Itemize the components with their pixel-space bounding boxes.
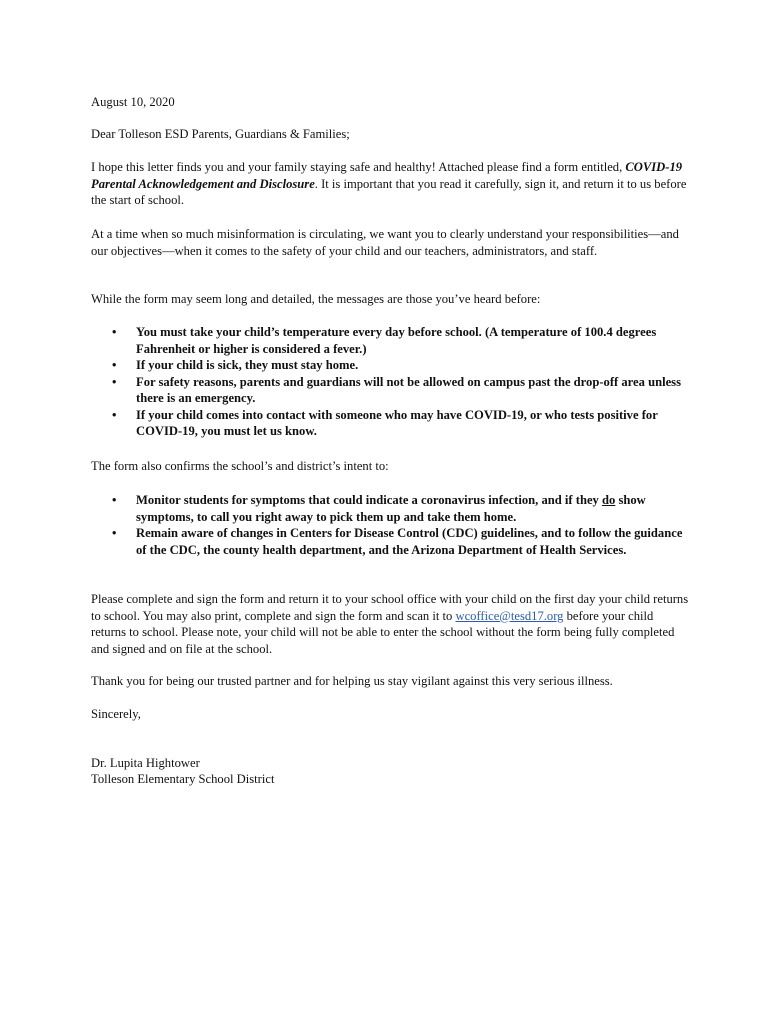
letter-greeting: Dear Tolleson ESD Parents, Guardians & Families; [91, 127, 350, 141]
bullet-icon: • [112, 374, 117, 389]
bullet-icon: • [112, 526, 117, 540]
list-item [91, 492, 691, 525]
list-item-text: You must take your child’s temperature every day before school. (A temperature of 100.4 degrees Fahrenheit or higher is considered a fever.) [136, 325, 657, 356]
list-item [91, 324, 691, 357]
list-item-text: If your child comes into contact with someone who may have COVID-19, or who tests positive for COVID-19, you must let us know. [136, 407, 658, 438]
misinformation-paragraph: At a time when so much misinformation is circulating, we want you to clearly understand your responsibilities—and our objectives—when it comes to the safety of your child and our teachers, administrators, and staff. [91, 227, 679, 258]
bullet-icon: • [112, 358, 117, 372]
list-item [91, 525, 691, 558]
closing: Sincerely, [91, 707, 141, 721]
list-item-text-continued: show symptoms, to call you right away to pick them up and take them home. [136, 493, 646, 524]
list-item-text: For safety reasons, parents and guardians will not be allowed on campus past the drop-off area unless there is an emergency. [136, 374, 681, 405]
intro-paragraph [91, 159, 691, 209]
emphasis-do: do [601, 493, 616, 507]
bullet-icon: • [112, 325, 117, 339]
letter-date: August 10, 2020 [91, 95, 175, 109]
district-intent-list [91, 492, 691, 558]
email-link[interactable]: wcoffice@tesd17.org [455, 608, 564, 623]
form-title: COVID-19 Parental Acknowledgement and Disclosure [91, 160, 683, 191]
parent-responsibilities-list [91, 324, 691, 440]
list-item [91, 357, 691, 374]
return-instructions-text-continued: before your child returns to school. Please note, your child will not be able to enter the school without the form being fully completed and signed and on file at the school. [91, 608, 675, 656]
list-item-text: Monitor students for symptoms that could indicate a coronavirus infection, and if they [136, 493, 602, 507]
list-item-text: Remain aware of changes in Centers for Disease Control (CDC) guidelines, and to follow the guidance of the CDC, the county health department, and the Arizona Department of Health Services. [136, 526, 683, 557]
signature-organization: Tolleson Elementary School District [91, 772, 275, 786]
list-item [91, 374, 691, 407]
return-instructions-text: Please complete and sign the form and return it to your school office with your child on the first day your child returns to school. You may also print, complete and sign the form and scan it to [91, 592, 689, 623]
signature-name: Dr. Lupita Hightower [91, 756, 200, 770]
district-intent-paragraph: The form also confirms the school’s and district’s intent to: [91, 459, 389, 473]
intro-text: I hope this letter finds you and your family staying safe and healthy! Attached please find a form entitled, [91, 160, 623, 174]
return-instructions-paragraph [91, 591, 691, 657]
list-item-text: If your child is sick, they must stay home. [136, 358, 359, 372]
intro-text-continued: . It is important that you read it carefully, sign it, and return it to us before the start of school. [91, 176, 687, 207]
bullet-icon: • [112, 407, 117, 422]
bullet-icon: • [112, 493, 117, 507]
form-summary-paragraph: While the form may seem long and detailed, the messages are those you’ve heard before: [91, 292, 541, 306]
list-item [91, 407, 691, 440]
thank-you-paragraph: Thank you for being our trusted partner and for helping us stay vigilant against this very serious illness. [91, 674, 613, 688]
